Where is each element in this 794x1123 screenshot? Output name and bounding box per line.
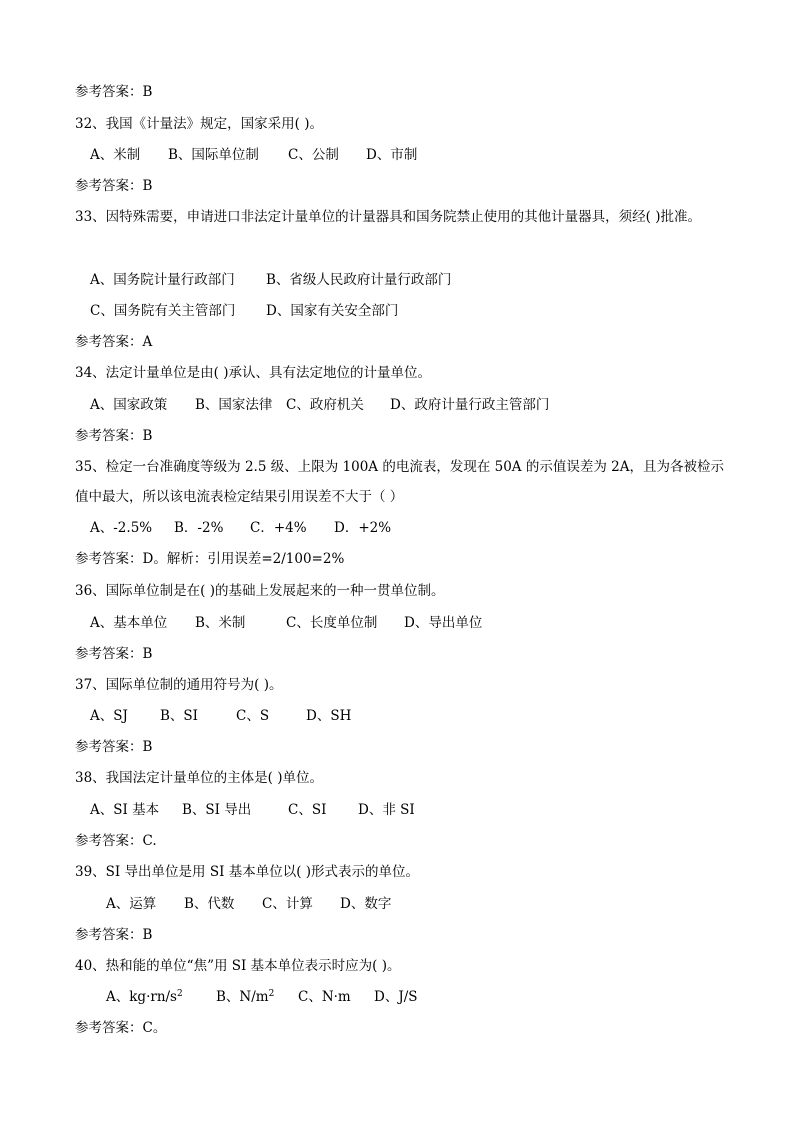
q38-option-c: C、SI [288,802,327,818]
q35-option-a: A、-2.5% [90,520,153,536]
answer-40: 参考答案：C。 [75,1020,167,1036]
q37-option-d: D、SH [306,708,352,724]
q34-option-a: A、国家政策 [90,397,168,413]
q35-option-c: C．+4% [250,520,307,536]
question-38: 38、我国法定计量单位的主体是( )单位。 [75,770,324,786]
answer-38: 参考答案：C. [75,833,157,849]
answer-39: 参考答案：B [75,927,153,943]
q34-option-c: C、政府机关 [286,397,364,413]
question-37: 37、国际单位制的通用符号为( )。 [75,677,283,693]
q32-option-b: B、国际单位制 [168,147,259,163]
q36-option-c: C、长度单位制 [286,615,378,631]
q40-option-a-base: A、kg·rn/s [106,989,177,1005]
q32-option-c: C、公制 [288,147,339,163]
question-40: 40、热和能的单位“焦”用 SI 基本单位表示时应为( )。 [75,958,401,974]
q37-option-b: B、SI [160,708,199,724]
q33-option-d: D、国家有关安全部门 [266,303,399,319]
q39-option-b: B、代数 [184,896,235,912]
q33-option-c: C、国务院有关主管部门 [90,303,236,319]
question-32: 32、我国《计量法》规定，国家采用( )。 [75,116,324,132]
answer-33: 参考答案：A [75,334,153,350]
q34-option-d: D、政府计量行政主管部门 [390,397,550,413]
question-35-line-2: 值中最大，所以该电流表检定结果引用误差不大于（ ） [75,489,404,505]
question-39: 39、SI 导出单位是用 SI 基本单位以( )形式表示的单位。 [75,864,420,880]
q32-option-a: A、米制 [90,147,141,163]
answer-32: 参考答案：B [75,178,153,194]
q32-option-d: D、市制 [366,147,418,163]
q38-option-d: D、非 SI [358,802,415,818]
question-36: 36、国际单位制是在( )的基础上发展起来的一种一贯单位制。 [75,583,445,599]
answer-35: 参考答案：D。解析：引用误差=2/100=2% [75,551,345,567]
q40-option-b-base: B、N/m [216,989,269,1005]
q34-option-b: B、国家法律 [195,397,273,413]
answer-34: 参考答案：B [75,428,153,444]
question-35-line-1: 35、检定一台准确度等级为 2.5 级、上限为 100A 的电流表，发现在 50A 的示值误差为 2A，且为各被检示 [75,459,724,475]
q39-option-a: A、运算 [106,896,157,912]
q33-option-a: A、国务院计量行政部门 [90,272,235,288]
q36-option-d: D、导出单位 [404,615,483,631]
q39-option-c: C、计算 [262,896,313,912]
q38-option-a: A、SI 基本 [90,802,160,818]
q40-option-c: C、N·m [298,989,351,1005]
q40-option-b [216,987,274,1007]
question-34: 34、法定计量单位是由( )承认、具有法定地位的计量单位。 [75,365,432,381]
q35-option-b: B．-2% [174,520,224,536]
q40-option-b-superscript: 2 [268,989,275,999]
q33-option-b: B、省级人民政府计量行政部门 [266,272,452,288]
answer-31: 参考答案：B [75,84,153,100]
q36-option-a: A、基本单位 [90,615,168,631]
q40-option-a-superscript: 2 [177,989,183,999]
q38-option-b: B、SI 导出 [182,802,252,818]
answer-36: 参考答案：B [75,646,153,662]
q37-option-a: A、SJ [90,708,128,724]
question-33: 33、因特殊需要，申请进口非法定计量单位的计量器具和国务院禁止使用的其他计量器具，须经( )批准。 [75,209,702,225]
q39-option-d: D、数字 [340,896,392,912]
q36-option-b: B、米制 [195,615,246,631]
q37-option-c: C、S [236,708,270,724]
q35-option-d: D．+2% [334,520,392,536]
answer-37: 参考答案：B [75,739,153,755]
q40-option-a [106,987,183,1007]
q40-option-d: D、J/S [374,989,418,1005]
